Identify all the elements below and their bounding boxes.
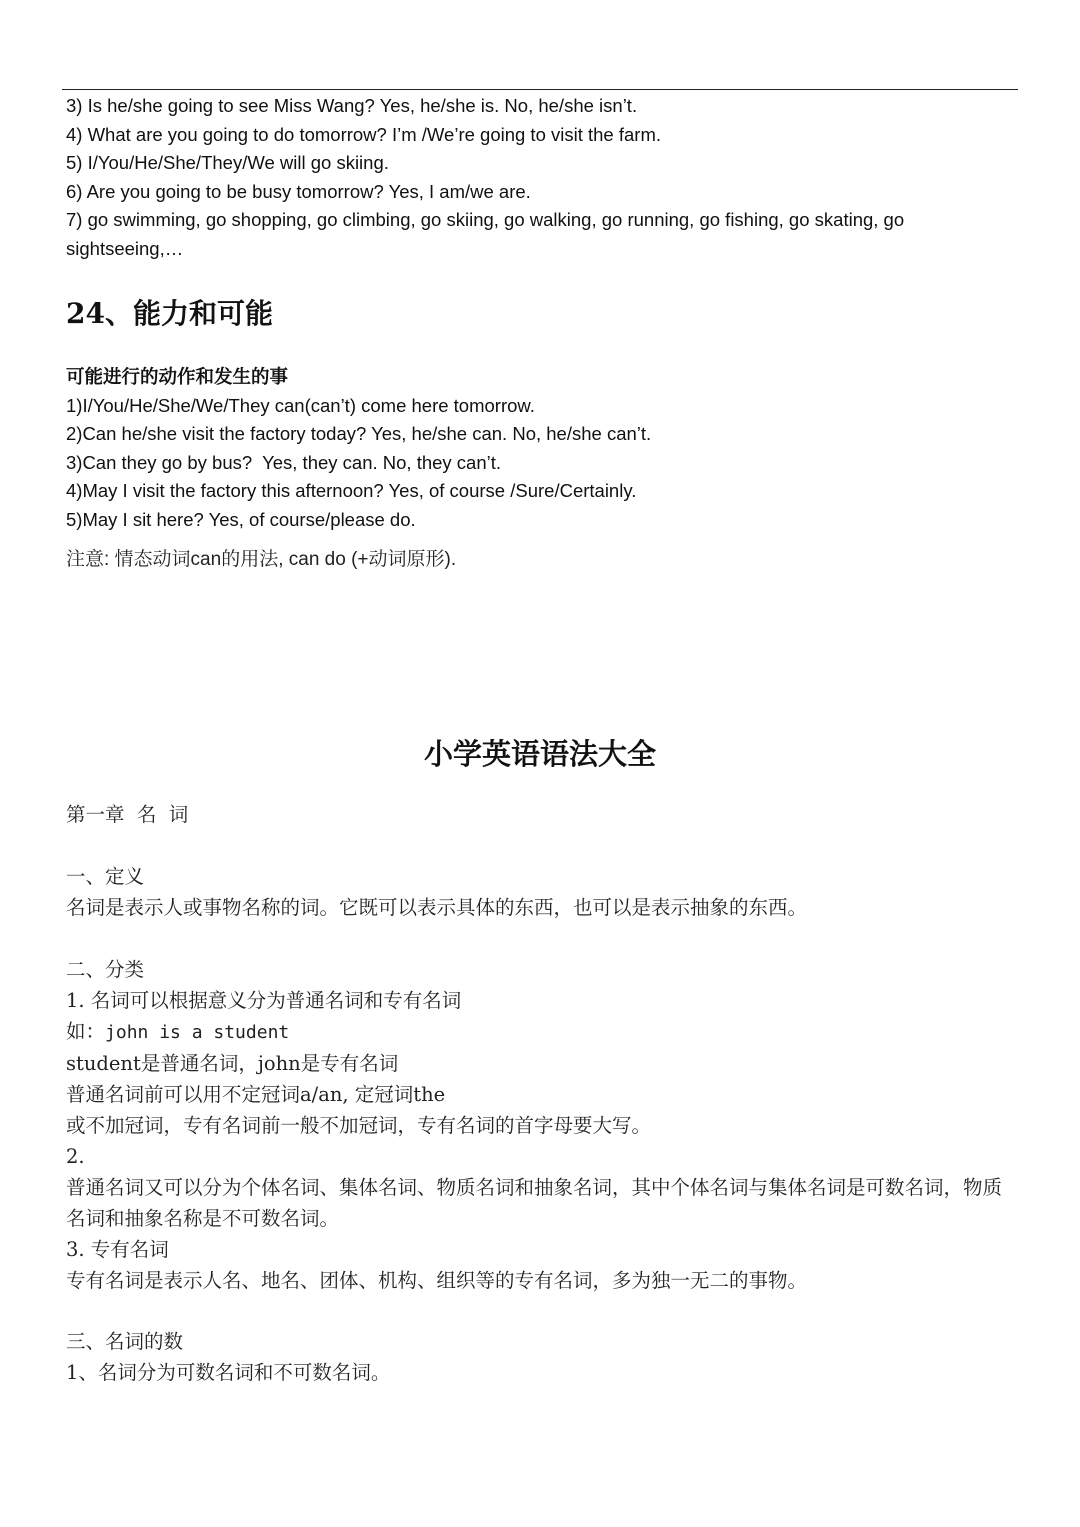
section23-line-6: 6) Are you going to be busy tomorrow? Yes, I am/we are. — [66, 180, 531, 202]
classification-item2-text: 普通名词又可以分为个体名词、集体名词、物质名词和抽象名词，其中个体名词与集体名词是可数名词，物质名词和抽象名称是不可数名词。 — [66, 1176, 1003, 1230]
chapter-block — [66, 799, 1016, 830]
example-text: john is a student — [105, 1022, 290, 1043]
classification-article-line2: 或不加冠词，专有名词前一般不加冠词，专有名词的首字母要大写。 — [66, 1114, 652, 1137]
definition-heading: 一、定义 — [66, 865, 145, 888]
chapter-title: 第一章 名 词 — [66, 803, 189, 826]
section23-line-5: 5) I/You/He/She/They/We will go skiing. — [66, 152, 389, 174]
classification-item1: 1. 名词可以根据意义分为普通名词和专有名词 — [66, 989, 462, 1012]
example-prefix: 如： — [66, 1020, 106, 1043]
definition-block — [66, 861, 1016, 923]
noun-number-heading: 三、名词的数 — [66, 1330, 184, 1353]
section23-tail — [66, 92, 1026, 264]
section24-line-1: 1)I/You/He/She/We/They can(can’t) come here tomorrow. — [66, 394, 535, 416]
section24-body — [66, 363, 1026, 535]
noun-number-block — [66, 1326, 1016, 1388]
section24-line-3: 3)Can they go by bus? Yes, they can. No, they can’t. — [66, 451, 502, 473]
classification-example — [66, 1016, 1016, 1048]
classification-item2-number: 2. — [66, 1145, 85, 1168]
classification-heading: 二、分类 — [66, 958, 145, 981]
section23-line-7: 7) go swimming, go shopping, go climbing, go skiing, go walking, go running, go fishing, go skating, go sightseeing,… — [66, 209, 905, 259]
classification-item3-text: 专有名词是表示人名、地名、团体、机构、组织等的专有名词，多为独一无二的事物。 — [66, 1269, 808, 1292]
classification-block — [66, 954, 1016, 1296]
section24-subheading: 可能进行的动作和发生的事 — [66, 366, 289, 387]
grammar-book-title: 小学英语语法大全 — [423, 737, 656, 771]
section24-line-4: 4)May I visit the factory this afternoon? Yes, of course /Sure/Certainly. — [66, 480, 637, 502]
section24-line-2: 2)Can he/she visit the factory today? Yes, he/she can. No, he/she can’t. — [66, 423, 652, 445]
section23-line-3: 3) Is he/she going to see Miss Wang? Yes, he/she is. No, he/she isn’t. — [66, 95, 638, 116]
section23-line-4: 4) What are you going to do tomorrow? I’m /We’re going to visit the farm. — [66, 123, 661, 145]
classification-example-note: student是普通名词，john是专有名词 — [66, 1052, 399, 1075]
noun-number-item1: 1、名词分为可数名词和不可数名词。 — [66, 1361, 391, 1384]
definition-text: 名词是表示人或事物名称的词。它既可以表示具体的东西，也可以是表示抽象的东西。 — [66, 896, 808, 919]
section24-heading: 24、能力和可能 — [66, 297, 273, 330]
classification-item3: 3. 专有名词 — [66, 1238, 169, 1261]
section24-note: 注意: 情态动词can的用法, can do (+动词原形). — [66, 549, 457, 570]
classification-article-line: 普通名词前可以用不定冠词a/an, 定冠词the — [66, 1083, 446, 1106]
header-rule — [62, 89, 1018, 90]
section24-line-5: 5)May I sit here? Yes, of course/please do. — [66, 508, 416, 530]
